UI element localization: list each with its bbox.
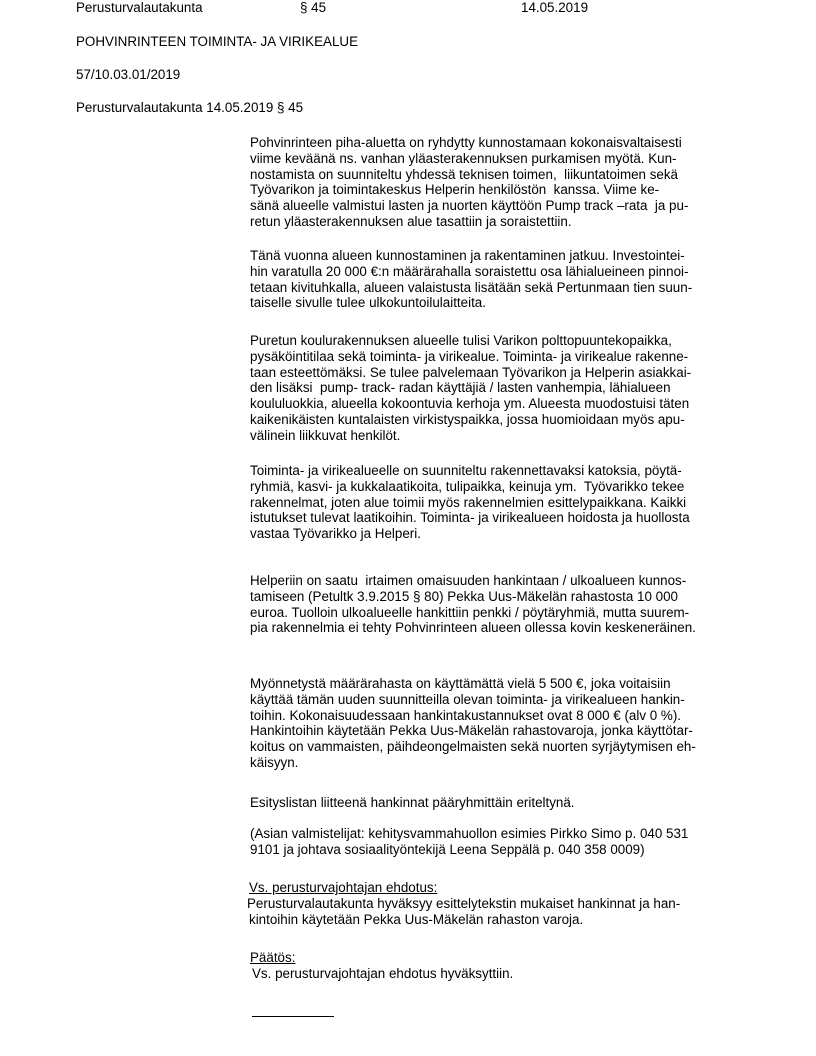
text-line: ryhmiä, kasvi- ja kukkalaatikoita, tulipaikka, keinuja ym. Työvarikko tekee — [250, 478, 685, 494]
text-line: kaikenikäisten kuntalaisten virkistyspaikka, jossa huomioidaan myös apu- — [250, 411, 685, 427]
text-line: Työvarikon ja toimintakeskus Helperin henkilöstön kanssa. Viime ke- — [250, 182, 660, 198]
text-line: rakennelmat, joten alue toimii myös rakennelmien esittelypaikkana. Kaikki — [250, 494, 687, 510]
text-line: Myönnetystä määrärahasta on käyttämättä vielä 5 500 €, joka voitaisiin — [250, 676, 671, 691]
text-line: koululuokkia, alueella kokoontuvia kerhoja ym. Alueesta muodostuisi täten — [250, 396, 690, 412]
proposal-text-line: Perusturvalautakunta hyväksyy esittelytekstin mukaiset hankinnat ja han- — [247, 895, 681, 911]
text-line: 9101 ja johtava sosiaalityöntekijä Leena Seppälä p. 040 358 0009) — [250, 841, 645, 857]
text-line: sänä alueelle valmistui lasten ja nuorten käyttöön Pump track –rata ja pu- — [250, 198, 689, 214]
paragraph-plans — [250, 333, 760, 444]
meeting-reference: Perusturvalautakunta 14.05.2019 § 45 — [76, 100, 304, 115]
section-number: § 45 — [300, 0, 327, 15]
text-line: istutukset tulevat laatikoihin. Toiminta- ja virikealueen hoidosta ja huollosta — [250, 510, 690, 526]
decision-heading: Päätös: — [250, 950, 296, 965]
text-line: euroa. Tuolloin ulkoalueelle hankittiin penkki / pöytäryhmiä, mutta suurem- — [250, 604, 690, 620]
text-line: toihin. Kokonaisuudessaan hankintakustannukset ovat 8 000 € (alv 0 %). — [250, 707, 682, 723]
text-line: pia rakennelmia ei tehty Pohvinrinteen alueen ollessa kovin keskeneräinen. — [250, 620, 696, 636]
document-title: POHVINRINTEEN TOIMINTA- JA VIRIKEALUE — [76, 34, 358, 49]
paragraph-funding — [250, 573, 760, 636]
proposal-heading: Vs. perusturvajohtajan ehdotus: — [249, 880, 438, 895]
text-line: den lisäksi pump- track- radan käyttäjiä / lasten vanhempia, lähialueen — [250, 380, 671, 396]
paragraph-preparers — [250, 826, 760, 858]
text-line: retun yläasterakennuksen alue tasattiin ja soraistettiin. — [250, 213, 572, 229]
text-line: käyttää tämän uuden suunnitteilla olevan toiminta- ja virikealueen hankin- — [250, 691, 685, 707]
paragraph-background — [250, 135, 760, 230]
text-line: Helperiin on saatu irtaimen omaisuuden hankintaan / ulkoalueen kunnos- — [250, 573, 687, 588]
decision-section — [250, 950, 760, 982]
text-line: Toiminta- ja virikealueelle on suunniteltu rakennettavaksi katoksia, pöytä- — [250, 463, 682, 478]
text-line: viime keväänä ns. vanhan yläasterakennuksen purkamisen myötä. Kun- — [250, 150, 677, 166]
text-line: taan esteettömäksi. Se tulee palvelemaan Työvarikon ja Helperin asiakkai- — [250, 364, 692, 380]
text-line: koitus on vammaisten, päihdeongelmaisten sekä nuorten syrjäytymisen eh- — [250, 739, 696, 755]
decision-text: Vs. perusturvajohtajan ehdotus hyväksyttiin. — [252, 965, 514, 981]
text-line: tetaan kivituhkalla, alueen valaistusta lisätään sekä Pertunmaan tien suun- — [250, 279, 693, 295]
text-line: Esityslistan liitteenä hankinnat pääryhmittäin eriteltynä. — [250, 795, 575, 810]
meeting-date: 14.05.2019 — [521, 0, 589, 15]
text-line: Puretun koulurakennuksen alueelle tulisi Varikon polttopuuntekopaikka, — [250, 333, 672, 348]
text-line: välinein liikkuvat henkilöt. — [250, 427, 401, 443]
text-line: tamiseen (Petultk 3.9.2015 § 80) Pekka Uus-Mäkelän rahastosta 10 000 — [250, 588, 679, 604]
text-line: Pohvinrinteen piha-aluetta on ryhdytty kunnostamaan kokonaisvaltaisesti — [250, 135, 682, 150]
committee-name: Perusturvalautakunta — [76, 0, 203, 15]
text-line: vastaa Työvarikko ja Helperi. — [250, 526, 421, 542]
record-number: 57/10.03.01/2019 — [76, 67, 181, 82]
proposal-text-line: kintoihin käytetään Pekka Uus-Mäkelän rahaston varoja. — [249, 911, 584, 927]
closing-rule — [252, 1016, 334, 1017]
text-line: pysäköintitilaa sekä toiminta- ja virikealue. Toiminta- ja virikealue rakenne- — [250, 348, 689, 364]
paragraph-attachment — [250, 795, 760, 811]
text-line: Tänä vuonna alueen kunnostaminen ja rakentaminen jatkuu. Investointei- — [250, 248, 685, 263]
text-line: Hankintoihin käytetään Pekka Uus-Mäkelän rahastovaroja, jonka käyttötar- — [250, 723, 693, 739]
paragraph-structures — [250, 463, 760, 542]
paragraph-investment — [250, 248, 760, 311]
text-line: hin varatulla 20 000 €:n määrärahalla soraistettu osa lähialueineen pinnoi- — [250, 263, 689, 279]
text-line: (Asian valmistelijat: kehitysvammahuollon esimies Pirkko Simo p. 040 531 — [250, 826, 689, 841]
text-line: taiselle sivulle tulee ulkokuntoilulaitteita. — [250, 295, 486, 311]
text-line: käisyyn. — [250, 754, 299, 770]
text-line: nostamista on suunniteltu yhdessä teknisen toimen, liikuntatoimen sekä — [250, 166, 678, 182]
proposal-section — [249, 880, 759, 927]
paragraph-remaining-funds — [250, 676, 760, 771]
